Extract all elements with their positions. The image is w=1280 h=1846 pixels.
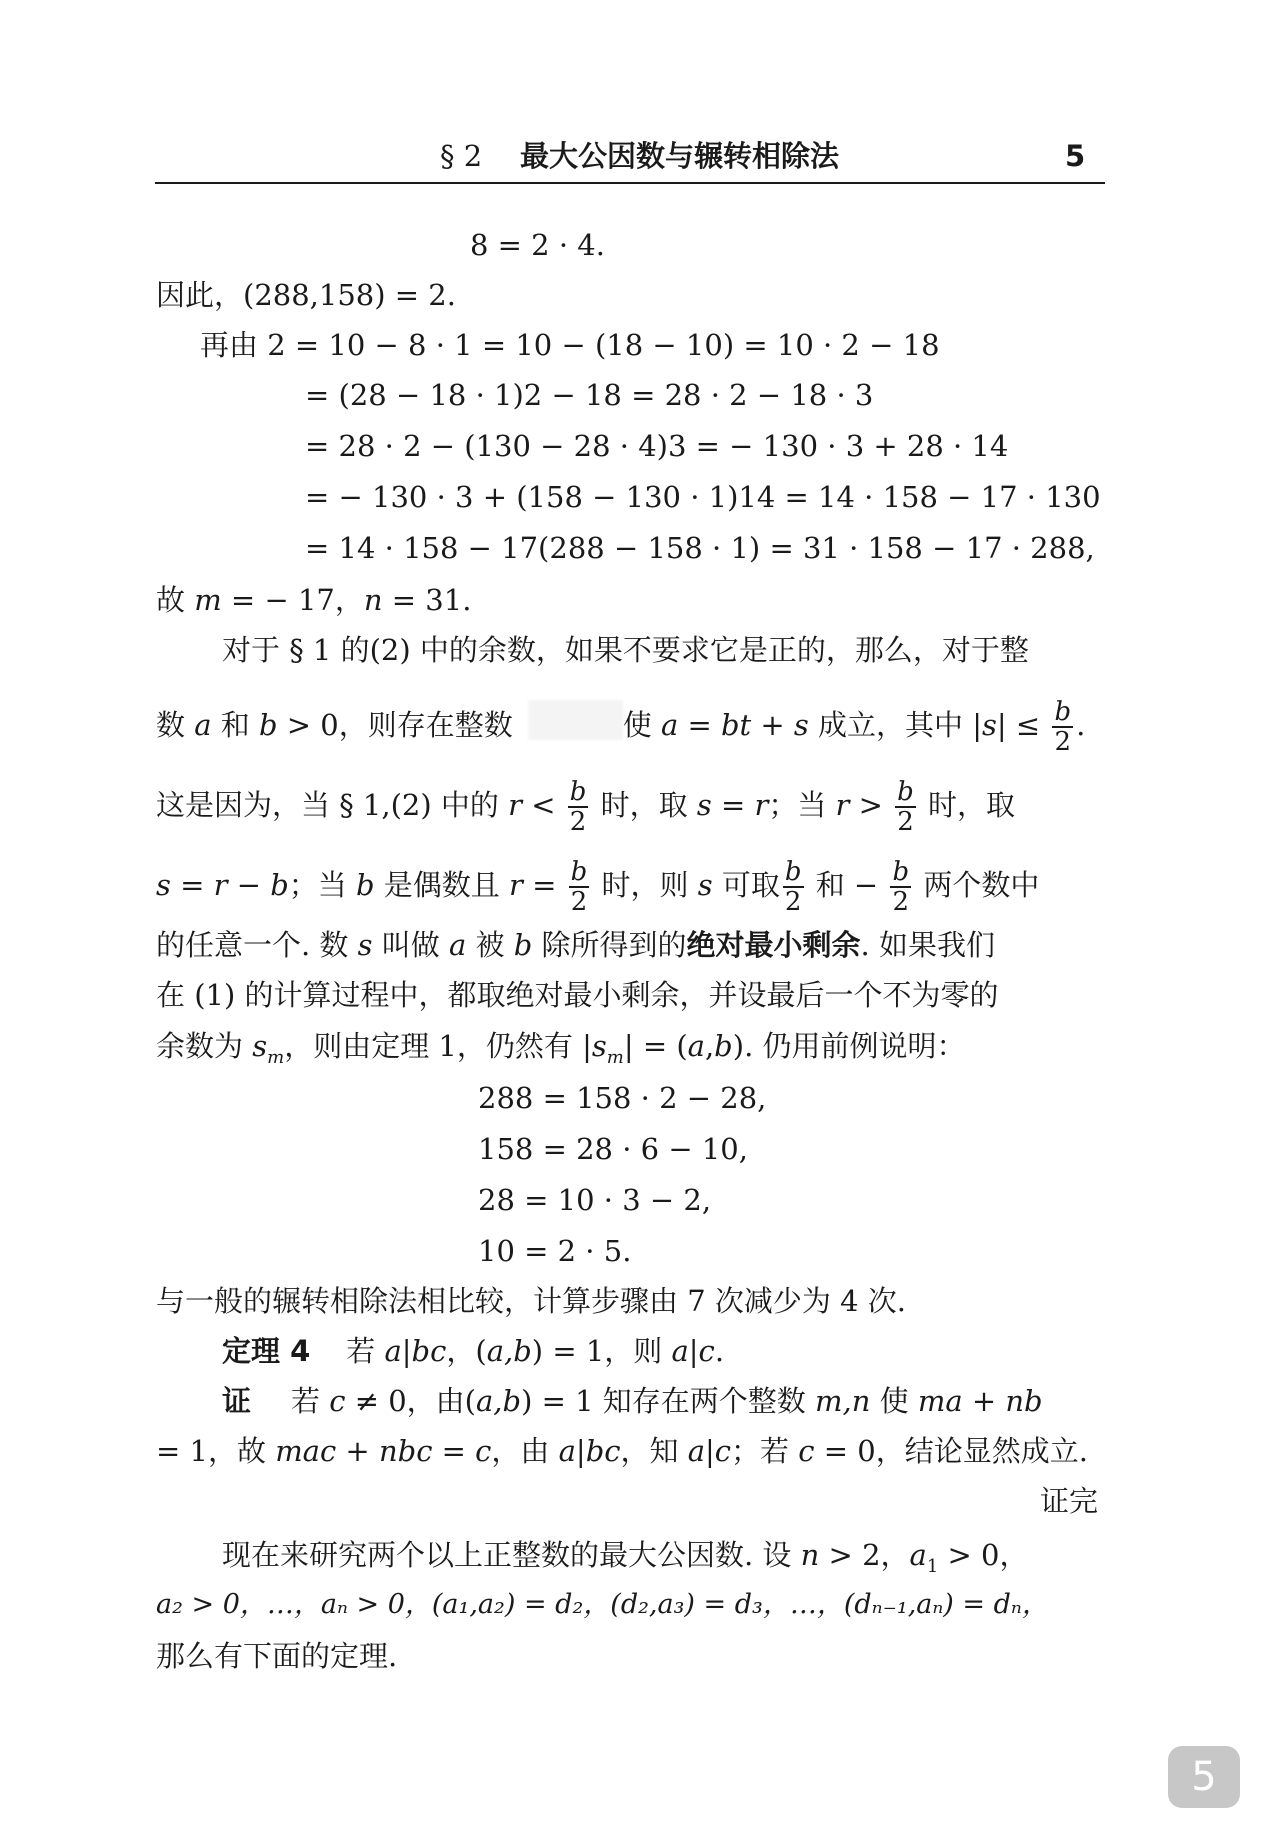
blurred-region (528, 700, 623, 740)
proof-label: 证 (222, 1384, 252, 1418)
text-line: s = r − b；当 b 是偶数且 r = $\frac{b}{2}$ 时，则 s 可取 $\frac{b}{2}$ 和 − $\frac{b}{2}$ 两个数中 (156, 857, 1040, 917)
theorem-line: 定理 4 若 a|bc，(a,b) = 1，则 a|c. (222, 1334, 725, 1368)
equation-line: 8 = 2 · 4. (470, 228, 605, 262)
text-line: a₂ > 0，…，aₙ > 0，(a₁,a₂) = d₂，(d₂,a₃) = d₃，…，(dₙ₋₁,aₙ) = dₙ， (156, 1589, 1049, 1620)
qed-mark: 证完 (1040, 1484, 1099, 1518)
text-line: 的任意一个. 数 s 叫做 a 被 b 除所得到的绝对最小剩余. 如果我们 (156, 928, 995, 962)
theorem-label: 定理 4 (222, 1334, 311, 1368)
equation-line: 288 = 158 · 2 − 28, (478, 1081, 767, 1115)
equation-line: = − 130 · 3 + (158 − 130 · 1)14 = 14 · 158 − 17 · 130 (305, 480, 1101, 514)
equation-line: 10 = 2 · 5. (478, 1234, 632, 1268)
header-page-number: 5 (1065, 139, 1086, 173)
text-line: 在 (1) 的计算过程中，都取绝对最小剩余，并设最后一个不为零的 (156, 978, 999, 1012)
text-line: 与一般的辗转相除法相比较，计算步骤由 7 次减少为 4 次. (156, 1284, 906, 1318)
header-rule (155, 182, 1105, 184)
text-line: 那么有下面的定理. (156, 1639, 398, 1673)
equation-line: 再由 2 = 10 − 8 · 1 = 10 − (18 − 10) = 10 · 2 − 18 (200, 328, 940, 362)
text-line: 现在来研究两个以上正整数的最大公因数. 设 n > 2，$a_1 > 0$， (222, 1538, 1029, 1577)
equation-line: = 28 · 2 − (130 − 28 · 4)3 = − 130 · 3 + 28 · 14 (305, 429, 1009, 463)
text-line: 数 a 和 b > 0，则存在整数 使 a = bt + s 成立，其中 |s| ≤ $\frac{b}{2}$ . (156, 697, 1086, 757)
equation-line: 28 = 10 · 3 − 2, (478, 1183, 712, 1217)
section-mark: § 2 (440, 139, 483, 173)
text-line: 对于 § 1 的(2) 中的余数，如果不要求它是正的，那么，对于整 (222, 633, 1029, 667)
page-number-badge: 5 (1168, 1746, 1240, 1808)
proof-line: 证 若 c ≠ 0，由(a,b) = 1 知存在两个整数 m,n 使 ma + nb (222, 1384, 1043, 1418)
text-line: 余数为 $s_m$，则由定理 1，仍然有 $|s_m| = (a,b)$. 仍用前例说明： (156, 1029, 966, 1068)
proof-line: = 1，故 mac + nbc = c，由 a|bc，知 a|c；若 c = 0，结论显然成立. (156, 1434, 1088, 1468)
section-title: 最大公因数与辗转相除法 (520, 139, 840, 173)
equation-line: = 14 · 158 − 17(288 − 158 · 1) = 31 · 158 − 17 · 288, (305, 531, 1095, 565)
equation-line: 158 = 28 · 6 − 10, (478, 1132, 748, 1166)
text-line: 这是因为，当 § 1,(2) 中的 r < $\frac{b}{2}$ 时，取 s = r；当 r > $\frac{b}{2}$ 时，取 (156, 777, 1016, 837)
text-line: 因此，(288,158) = 2. (156, 278, 456, 312)
text-line: 故 m = − 17，n = 31. (156, 583, 472, 617)
equation-line: = (28 − 18 · 1)2 − 18 = 28 · 2 − 18 · 3 (305, 378, 874, 412)
